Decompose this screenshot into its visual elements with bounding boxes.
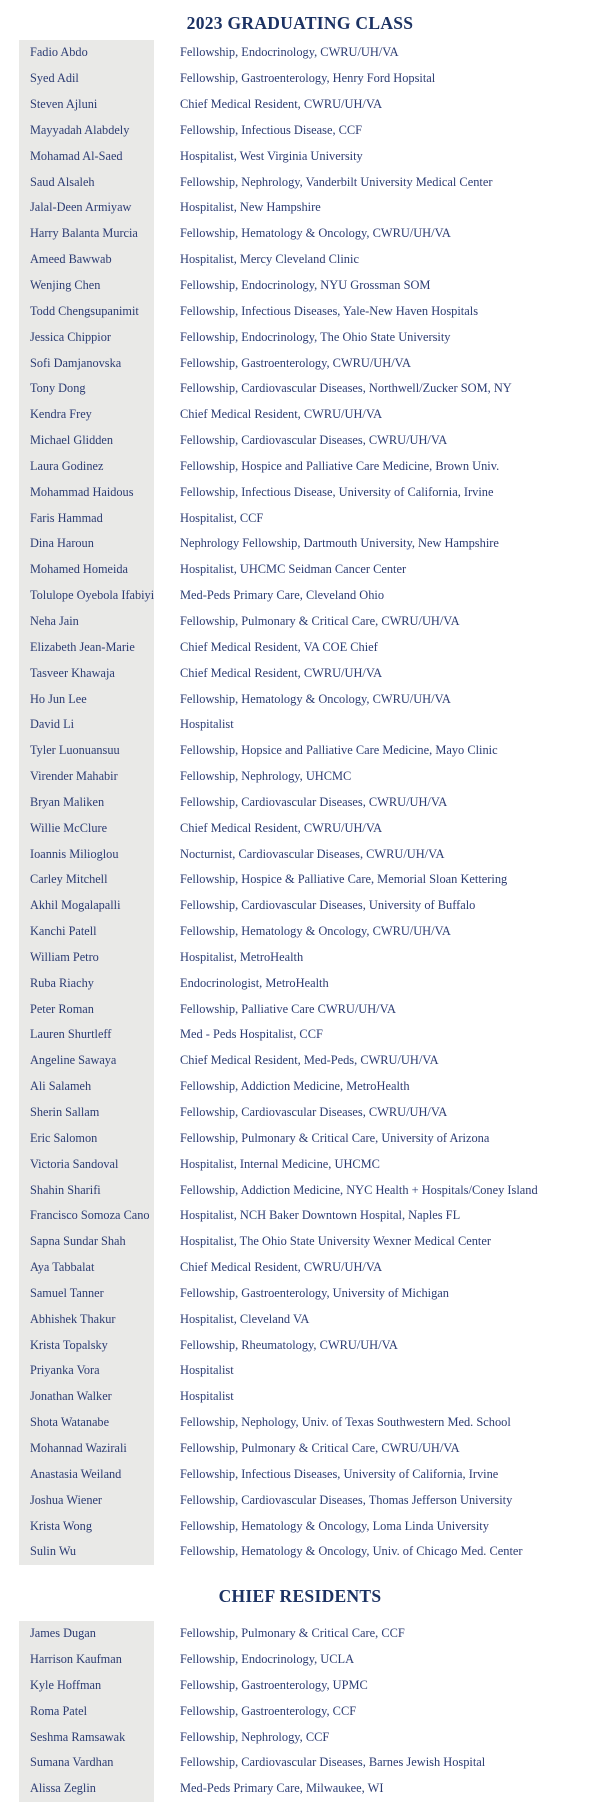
graduate-name: Sumana Vardhan — [19, 1750, 154, 1776]
graduate-position: Fellowship, Infectious Disease, University of California, Irvine — [180, 484, 494, 499]
graduate-name: Sofi Damjanovska — [19, 350, 154, 376]
table-row — [19, 1229, 585, 1255]
table-row — [19, 376, 585, 402]
table-row — [19, 118, 585, 144]
table-row — [19, 634, 585, 660]
table-row — [19, 893, 585, 919]
graduate-name: Abhishek Thakur — [19, 1306, 154, 1332]
graduate-position: Hospitalist, MetroHealth — [180, 949, 304, 964]
graduate-name: Eric Salomon — [19, 1125, 154, 1151]
graduate-position: Fellowship, Hospice and Palliative Care Medicine, Brown Univ. — [180, 458, 500, 473]
table-row — [19, 945, 585, 971]
graduate-position: Hospitalist — [180, 1389, 234, 1404]
graduate-name: Tyler Luonuansuu — [19, 738, 154, 764]
graduate-position: Fellowship, Addiction Medicine, NYC Health + Hospitals/Coney Island — [180, 1182, 538, 1197]
graduate-name: Elizabeth Jean-Marie — [19, 634, 154, 660]
graduate-position: Fellowship, Addiction Medicine, MetroHealth — [180, 1079, 410, 1094]
graduate-position: Fellowship, Nephrology, Vanderbilt University Medical Center — [180, 174, 493, 189]
graduate-name: Sulin Wu — [19, 1539, 154, 1565]
graduate-position: Med - Peds Hospitalist, CCF — [180, 1027, 323, 1042]
graduate-position: Chief Medical Resident, CWRU/UH/VA — [180, 665, 383, 680]
table-row — [19, 1487, 585, 1513]
graduate-position: Fellowship, Endocrinology, The Ohio State University — [180, 329, 451, 344]
table-row — [19, 712, 585, 738]
graduate-name: Aya Tabbalat — [19, 1255, 154, 1281]
graduate-name: William Petro — [19, 945, 154, 971]
graduate-position: Hospitalist, New Hampshire — [180, 200, 321, 215]
graduate-position: Fellowship, Hospice & Palliative Care, Memorial Sloan Kettering — [180, 872, 508, 887]
table-row — [19, 298, 585, 324]
table-row — [19, 970, 585, 996]
graduate-name: Mohamad Al-Saed — [19, 143, 154, 169]
table-row — [19, 1358, 585, 1384]
graduate-name: Willie McClure — [19, 815, 154, 841]
graduate-name: Ameed Bawwab — [19, 247, 154, 273]
table-row — [19, 143, 585, 169]
graduate-position: Hospitalist — [180, 717, 234, 732]
table-row — [19, 789, 585, 815]
graduate-position: Fellowship, Endocrinology, NYU Grossman SOM — [180, 278, 431, 293]
graduate-position: Hospitalist, Cleveland VA — [180, 1311, 310, 1326]
graduate-name: Mohamed Homeida — [19, 557, 154, 583]
graduate-position: Hospitalist, NCH Baker Downtown Hospital, Naples FL — [180, 1208, 461, 1223]
graduate-position: Fellowship, Pulmonary & Critical Care, CCF — [180, 1626, 405, 1641]
table-row — [19, 1436, 585, 1462]
graduate-position: Nocturnist, Cardiovascular Diseases, CWRU/UH/VA — [180, 846, 445, 861]
graduate-name: Mayyadah Alabdely — [19, 118, 154, 144]
graduate-name: Jessica Chippior — [19, 324, 154, 350]
graduate-name: Bryan Maliken — [19, 789, 154, 815]
graduate-position: Fellowship, Nephrology, CCF — [180, 1729, 330, 1744]
graduate-name: Harry Balanta Murcia — [19, 221, 154, 247]
graduate-name: Ho Jun Lee — [19, 686, 154, 712]
graduate-position: Fellowship, Pulmonary & Critical Care, CWRU/UH/VA — [180, 1440, 460, 1455]
graduate-name: Ali Salameh — [19, 1074, 154, 1100]
table-row — [19, 1074, 585, 1100]
graduating-class-title: 2023 GRADUATING CLASS — [186, 13, 414, 33]
graduate-position: Fellowship, Cardiovascular Diseases, Thomas Jefferson University — [180, 1492, 513, 1507]
table-row — [19, 1022, 585, 1048]
graduate-position: Fellowship, Hematology & Oncology, CWRU/UH/VA — [180, 226, 451, 241]
table-row — [19, 609, 585, 635]
graduate-name: Shota Watanabe — [19, 1410, 154, 1436]
table-row — [19, 454, 585, 480]
graduate-name: Sapna Sundar Shah — [19, 1229, 154, 1255]
graduate-position: Chief Medical Resident, Med-Peds, CWRU/UH/VA — [180, 1053, 439, 1068]
graduate-position: Fellowship, Hematology & Oncology, CWRU/UH/VA — [180, 691, 451, 706]
table-row — [19, 1384, 585, 1410]
table-row — [19, 1125, 585, 1151]
graduate-name: Shahin Sharifi — [19, 1177, 154, 1203]
graduating-class-table — [19, 40, 585, 1565]
table-row — [19, 996, 585, 1022]
graduate-name: Samuel Tanner — [19, 1281, 154, 1307]
graduate-name: Joshua Wiener — [19, 1487, 154, 1513]
graduate-position: Hospitalist, The Ohio State University Wexner Medical Center — [180, 1234, 491, 1249]
graduate-position: Fellowship, Cardiovascular Diseases, CWRU/UH/VA — [180, 433, 448, 448]
graduate-name: Michael Glidden — [19, 428, 154, 454]
graduate-name: Kanchi Patell — [19, 919, 154, 945]
table-row — [19, 841, 585, 867]
graduate-position: Fellowship, Palliative Care CWRU/UH/VA — [180, 1001, 396, 1016]
table-row — [19, 1100, 585, 1126]
graduate-name: Laura Godinez — [19, 454, 154, 480]
table-row — [19, 919, 585, 945]
table-row — [19, 1539, 585, 1565]
graduate-name: Roma Patel — [19, 1698, 154, 1724]
table-row — [19, 557, 585, 583]
graduate-name: Akhil Mogalapalli — [19, 893, 154, 919]
table-row — [19, 1281, 585, 1307]
graduate-name: Saud Alsaleh — [19, 169, 154, 195]
table-row — [19, 479, 585, 505]
table-row — [19, 66, 585, 92]
table-row — [19, 273, 585, 299]
graduate-position: Fellowship, Pulmonary & Critical Care, University of Arizona — [180, 1130, 490, 1145]
graduate-name: Anastasia Weiland — [19, 1461, 154, 1487]
graduate-position: Fellowship, Infectious Diseases, Yale-New Haven Hospitals — [180, 303, 479, 318]
graduate-name: Lauren Shurtleff — [19, 1022, 154, 1048]
graduate-name: Krista Wong — [19, 1513, 154, 1539]
graduate-position: Fellowship, Gastroenterology, UPMC — [180, 1677, 368, 1692]
table-row — [19, 92, 585, 118]
graduate-position: Hospitalist, UHCMC Seidman Cancer Center — [180, 562, 407, 577]
section-chief-residents — [0, 1585, 600, 1802]
graduate-position: Hospitalist, CCF — [180, 510, 264, 525]
graduate-name: Ioannis Milioglou — [19, 841, 154, 867]
table-row — [19, 505, 585, 531]
graduate-position: Fellowship, Cardiovascular Diseases, Northwell/Zucker SOM, NY — [180, 381, 512, 396]
table-row — [19, 1621, 585, 1647]
table-row — [19, 1776, 585, 1802]
graduate-position: Fellowship, Cardiovascular Diseases, Barnes Jewish Hospital — [180, 1755, 486, 1770]
table-row — [19, 583, 585, 609]
table-row — [19, 1306, 585, 1332]
graduate-name: Priyanka Vora — [19, 1358, 154, 1384]
table-row — [19, 1750, 585, 1776]
graduate-position: Hospitalist, Mercy Cleveland Clinic — [180, 252, 359, 267]
graduate-position: Fellowship, Gastroenterology, Henry Ford Hopsital — [180, 71, 436, 86]
graduate-name: Mohammad Haidous — [19, 479, 154, 505]
graduate-name: Steven Ajluni — [19, 92, 154, 118]
graduate-name: Kyle Hoffman — [19, 1672, 154, 1698]
graduate-position: Fellowship, Gastroenterology, CCF — [180, 1703, 357, 1718]
graduate-name: Wenjing Chen — [19, 273, 154, 299]
graduate-position: Fellowship, Infectious Diseases, University of California, Irvine — [180, 1466, 499, 1481]
table-row — [19, 764, 585, 790]
graduate-name: James Dugan — [19, 1621, 154, 1647]
graduate-name: Angeline Sawaya — [19, 1048, 154, 1074]
graduate-position: Fellowship, Hematology & Oncology, CWRU/UH/VA — [180, 924, 451, 939]
graduate-name: Fadio Abdo — [19, 40, 154, 66]
table-row — [19, 531, 585, 557]
graduate-name: Sherin Sallam — [19, 1100, 154, 1126]
table-row — [19, 1724, 585, 1750]
table-row — [19, 1672, 585, 1698]
table-row — [19, 428, 585, 454]
table-row — [19, 1048, 585, 1074]
graduate-name: Virender Mahabir — [19, 764, 154, 790]
table-row — [19, 350, 585, 376]
graduate-position: Chief Medical Resident, VA COE Chief — [180, 639, 378, 654]
graduate-position: Fellowship, Gastroenterology, CWRU/UH/VA — [180, 355, 411, 370]
graduate-name: David Li — [19, 712, 154, 738]
table-row — [19, 1698, 585, 1724]
graduate-position: Fellowship, Hopsice and Palliative Care Medicine, Mayo Clinic — [180, 743, 498, 758]
graduate-name: Jonathan Walker — [19, 1384, 154, 1410]
graduate-position: Hospitalist, West Virginia University — [180, 148, 363, 163]
graduate-name: Kendra Frey — [19, 402, 154, 428]
graduate-position: Nephrology Fellowship, Dartmouth University, New Hampshire — [180, 536, 499, 551]
table-row — [19, 1151, 585, 1177]
table-row — [19, 1177, 585, 1203]
graduate-position: Fellowship, Hematology & Oncology, Loma Linda University — [180, 1518, 489, 1533]
graduate-name: Neha Jain — [19, 609, 154, 635]
graduate-position: Fellowship, Cardiovascular Diseases, University of Buffalo — [180, 898, 476, 913]
graduate-name: Krista Topalsky — [19, 1332, 154, 1358]
table-row — [19, 169, 585, 195]
graduate-position: Hospitalist, Internal Medicine, UHCMC — [180, 1156, 380, 1171]
table-row — [19, 1410, 585, 1436]
graduate-position: Chief Medical Resident, CWRU/UH/VA — [180, 407, 383, 422]
table-row — [19, 660, 585, 686]
graduate-position: Med-Peds Primary Care, Milwaukee, WI — [180, 1781, 384, 1796]
graduate-name: Faris Hammad — [19, 505, 154, 531]
graduate-position: Fellowship, Rheumatology, CWRU/UH/VA — [180, 1337, 398, 1352]
graduate-position: Hospitalist — [180, 1363, 234, 1378]
graduate-name: Seshma Ramsawak — [19, 1724, 154, 1750]
graduate-position: Fellowship, Cardiovascular Diseases, CWRU/UH/VA — [180, 1105, 448, 1120]
chief-residents-title: CHIEF RESIDENTS — [218, 1585, 382, 1606]
graduate-position: Chief Medical Resident, CWRU/UH/VA — [180, 97, 383, 112]
graduate-position: Med-Peds Primary Care, Cleveland Ohio — [180, 588, 385, 603]
graduate-position: Chief Medical Resident, CWRU/UH/VA — [180, 820, 383, 835]
table-row — [19, 686, 585, 712]
table-row — [19, 402, 585, 428]
graduate-position: Fellowship, Endocrinology, CWRU/UH/VA — [180, 45, 399, 60]
graduate-position: Fellowship, Hematology & Oncology, Univ. of Chicago Med. Center — [180, 1544, 523, 1559]
graduate-position: Fellowship, Gastroenterology, University of Michigan — [180, 1285, 449, 1300]
graduate-name: Alissa Zeglin — [19, 1776, 154, 1802]
graduate-position: Fellowship, Cardiovascular Diseases, CWRU/UH/VA — [180, 794, 448, 809]
chief-residents-table — [19, 1621, 585, 1802]
graduate-name: Tasveer Khawaja — [19, 660, 154, 686]
graduate-name: Todd Chengsupanimit — [19, 298, 154, 324]
table-row — [19, 40, 585, 66]
graduate-position: Fellowship, Endocrinology, UCLA — [180, 1652, 355, 1667]
graduate-position: Fellowship, Pulmonary & Critical Care, CWRU/UH/VA — [180, 613, 460, 628]
table-row — [19, 1461, 585, 1487]
graduate-name: Tony Dong — [19, 376, 154, 402]
table-row — [19, 1513, 585, 1539]
graduate-name: Carley Mitchell — [19, 867, 154, 893]
table-row — [19, 1332, 585, 1358]
graduate-position: Fellowship, Nephrology, UHCMC — [180, 769, 352, 784]
graduate-name: Francisco Somoza Cano — [19, 1203, 154, 1229]
table-row — [19, 738, 585, 764]
table-row — [19, 247, 585, 273]
graduate-name: Jalal-Deen Armiyaw — [19, 195, 154, 221]
table-row — [19, 221, 585, 247]
table-row — [19, 195, 585, 221]
table-row — [19, 1203, 585, 1229]
graduate-position: Fellowship, Nephology, Univ. of Texas Southwestern Med. School — [180, 1415, 511, 1430]
graduate-name: Syed Adil — [19, 66, 154, 92]
graduate-name: Harrison Kaufman — [19, 1647, 154, 1673]
graduate-name: Peter Roman — [19, 996, 154, 1022]
table-row — [19, 1255, 585, 1281]
graduate-position: Chief Medical Resident, CWRU/UH/VA — [180, 1260, 383, 1275]
table-row — [19, 324, 585, 350]
graduate-name: Ruba Riachy — [19, 970, 154, 996]
table-row — [19, 867, 585, 893]
graduate-position: Endocrinologist, MetroHealth — [180, 975, 329, 990]
graduate-name: Dina Haroun — [19, 531, 154, 557]
table-row — [19, 815, 585, 841]
graduate-name: Tolulope Oyebola Ifabiyi — [19, 583, 154, 609]
graduate-position: Fellowship, Infectious Disease, CCF — [180, 122, 363, 137]
graduate-name: Victoria Sandoval — [19, 1151, 154, 1177]
graduate-name: Mohannad Wazirali — [19, 1436, 154, 1462]
table-row — [19, 1647, 585, 1673]
